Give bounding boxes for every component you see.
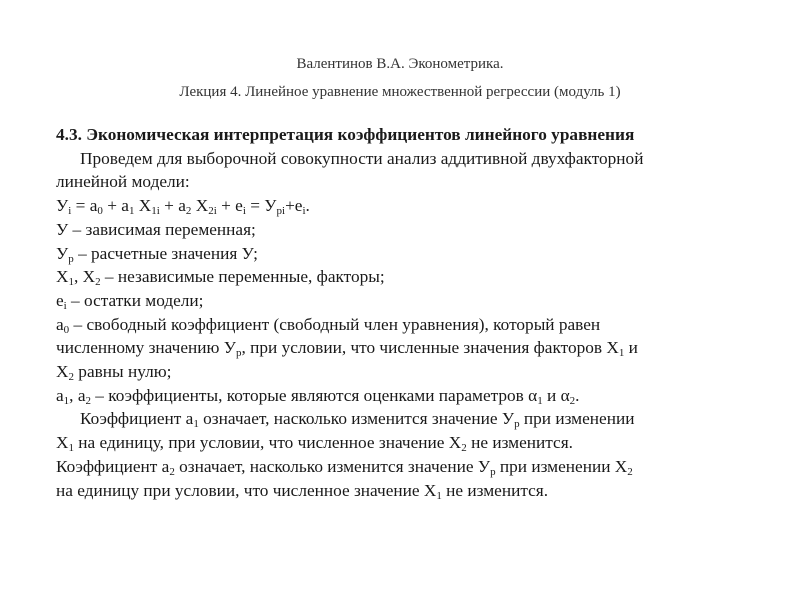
definition-a1-a2: $a_1$, $a_2$ – коэффициенты, которые являются оценками параметров $\alpha_1$ и $\alpha_2$. bbox=[56, 385, 580, 407]
header-line-1: Валентинов В.А. Эконометрика. bbox=[296, 56, 504, 72]
definition-a0-line-1: $a_0$ – свободный коэффициент (свободный член уравнения), который равен bbox=[56, 314, 601, 336]
model-equation: $У_i = a_0 + a_1$ $X_{1i} + a_2$ $X_{2i} + e_i = У_{pi}+e_i$. bbox=[56, 196, 310, 218]
coefficient-a2-line-2: на единицу при условии, что численное значение $X_1$ не изменится. bbox=[56, 480, 549, 502]
coefficient-a2-line-1: Коэффициент $a_2$ означает, насколько изменится значение $У_p$ при изменении $X_2$ bbox=[56, 456, 633, 478]
definition-y: У – зависимая переменная; bbox=[56, 219, 256, 239]
definition-x: $X_1$, $X_2$ – независимые переменные, факторы; bbox=[56, 267, 385, 289]
lecture-text bbox=[56, 123, 756, 502]
definition-yp: $У_p$ – расчетные значения У; bbox=[56, 243, 258, 265]
coefficient-a1-line-2: $X_1$ на единицу, при условии, что численное значение $X_2$ не изменится. bbox=[56, 433, 573, 455]
definition-a0-line-3: $X_2$ равны нулю; bbox=[56, 362, 172, 384]
intro-line-2: линейной модели: bbox=[56, 172, 190, 192]
coefficient-a1-line-1: Коэффициент $a_1$ означает, насколько изменится значение $У_p$ при изменении bbox=[80, 409, 635, 431]
intro-line-1: Проведем для выборочной совокупности анализ аддитивной двухфакторной bbox=[80, 148, 644, 168]
definition-e: $e_i$ – остатки модели; bbox=[56, 290, 204, 312]
header-line-2: Лекция 4. Линейное уравнение множественной регрессии (модуль 1) bbox=[179, 84, 621, 100]
definition-a0-line-2: численному значению $У_p$, при условии, что численные значения факторов $X_1$ и bbox=[56, 338, 638, 360]
section-title: 4.3. Экономическая интерпретация коэффициентов линейного уравнения bbox=[56, 125, 635, 144]
